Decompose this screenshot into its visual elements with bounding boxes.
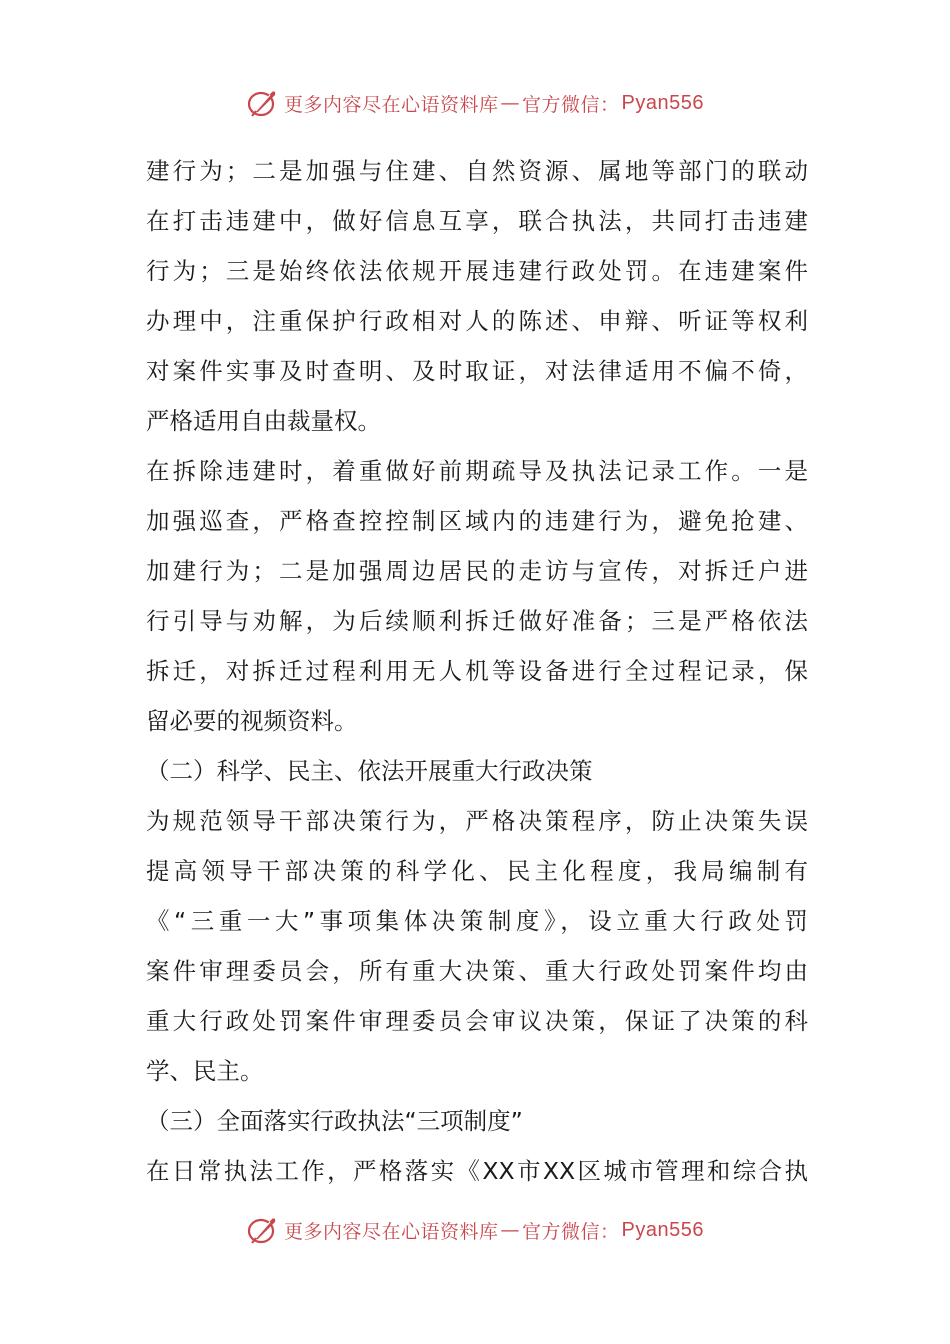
body-line-3: 行为；三是始终依法依规开展违建行政处罚。在违建案件 (146, 257, 808, 285)
body-line-14: 为规范领导干部决策行为，严格决策程序，防止决策失误 (146, 807, 808, 835)
body-line-21: 在日常执法工作，严格落实《XX市XX区城市管理和综合执 (146, 1157, 808, 1185)
quill-pen-logo-icon (246, 86, 280, 120)
footer-banner (0, 1210, 950, 1250)
footer-banner-wechat-label: 官方微信： (522, 1220, 620, 1243)
footer-banner-separator: — (500, 1219, 521, 1241)
footer-banner-wechat-id: Pyan556 (621, 1218, 704, 1241)
body-line-16: 《“三重一大”事项集体决策制度》，设立重大行政处罚 (146, 907, 808, 935)
body-line-7: 在拆除违建时，着重做好前期疏导及执法记录工作。一是 (146, 457, 808, 485)
body-line-1: 建行为；二是加强与住建、自然资源、属地等部门的联动 (146, 157, 808, 185)
section-heading-3: （三）全面落实行政执法“三项制度” (146, 1107, 523, 1135)
body-line-9: 加建行为；二是加强周边居民的走访与宣传，对拆迁户进 (146, 557, 808, 585)
body-line-12: 留必要的视频资料。 (146, 707, 358, 735)
body-line-11: 拆迁，对拆迁过程利用无人机等设备进行全过程记录，保 (146, 657, 808, 685)
quill-pen-logo-icon (246, 1213, 280, 1247)
header-banner (0, 83, 950, 123)
banner-wechat-id: Pyan556 (621, 91, 704, 114)
document-body (146, 146, 808, 1196)
banner-wechat-label: 官方微信： (522, 93, 620, 116)
body-line-5: 对案件实事及时查明、及时取证，对法律适用不偏不倚， (146, 357, 808, 385)
banner-separator: — (500, 92, 521, 114)
body-line-6: 严格适用自由裁量权。 (146, 407, 381, 435)
body-line-4: 办理中，注重保护行政相对人的陈述、申辩、听证等权利 (146, 307, 808, 335)
banner-text: 更多内容尽在心语资料库 (284, 93, 499, 116)
body-line-19: 学、民主。 (146, 1057, 264, 1085)
body-line-17: 案件审理委员会，所有重大决策、重大行政处罚案件均由 (146, 957, 808, 985)
section-heading-2: （二）科学、民主、依法开展重大行政决策 (146, 757, 593, 785)
body-line-18: 重大行政处罚案件审理委员会审议决策，保证了决策的科 (146, 1007, 808, 1035)
footer-banner-text: 更多内容尽在心语资料库 (284, 1220, 499, 1243)
body-line-10: 行引导与劝解，为后续顺利拆迁做好准备；三是严格依法 (146, 607, 808, 635)
body-line-8: 加强巡查，严格查控控制区域内的违建行为，避免抢建、 (146, 507, 808, 535)
body-line-15: 提高领导干部决策的科学化、民主化程度，我局编制有 (146, 857, 808, 885)
body-line-2: 在打击违建中，做好信息互享，联合执法，共同打击违建 (146, 207, 808, 235)
